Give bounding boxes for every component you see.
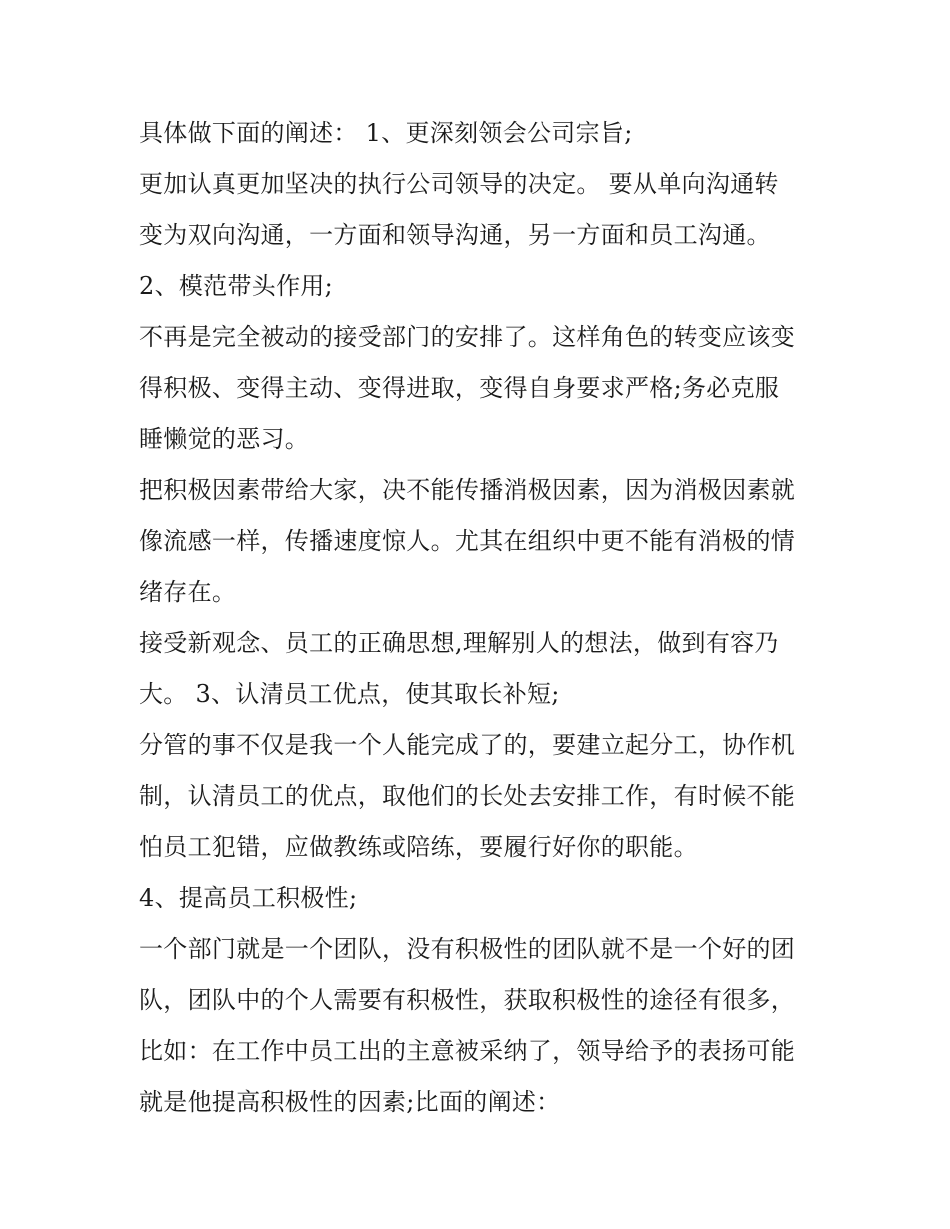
text-line: 更加认真更加坚决的执行公司领导的决定。 要从单向沟通转 <box>139 170 779 198</box>
text-line: 分管的事不仅是我一个人能完成了的，要建立起分工，协作机 <box>139 731 796 759</box>
text-line: 队，团队中的个人需要有积极性，获取积极性的途径有很多， <box>139 986 796 1014</box>
text-line: 具体做下面的阐述： 1、更深刻领会公司宗旨; <box>139 119 633 147</box>
text-line: 就是他提高积极性的因素;比面的阐述： <box>139 1088 561 1116</box>
document-body <box>139 108 829 1128</box>
text-line: 睡懒觉的恶习。 <box>139 425 310 453</box>
text-line: 绪存在。 <box>139 578 237 606</box>
text-line: 怕员工犯错，应做教练或陪练，要履行好你的职能。 <box>139 833 698 861</box>
text-line: 变为双向沟通，一方面和领导沟通，另一方面和员工沟通。 <box>139 221 771 249</box>
text-line: 不再是完全被动的接受部门的安排了。这样角色的转变应该变 <box>139 323 796 351</box>
text-line: 得积极、变得主动、变得进取，变得自身要求严格;务必克服 <box>139 374 780 402</box>
text-line: 像流感一样，传播速度惊人。尤其在组织中更不能有消极的情 <box>139 527 796 555</box>
text-line: 把积极因素带给大家，决不能传播消极因素，因为消极因素就 <box>139 476 796 504</box>
text-line: 比如：在工作中员工出的主意被采纳了，领导给予的表扬可能 <box>139 1037 796 1065</box>
text-line: 接受新观念、员工的正确思想,理解别人的想法，做到有容乃 <box>139 629 779 657</box>
section-heading-4: 4、提高员工积极性; <box>139 884 358 912</box>
text-line: 大。 3、认清员工优点，使其取长补短; <box>139 680 560 708</box>
section-heading-2: 2、模范带头作用; <box>139 272 334 300</box>
text-line: 一个部门就是一个团队，没有积极性的团队就不是一个好的团 <box>139 935 796 963</box>
text-line: 制，认清员工的优点，取他们的长处去安排工作，有时候不能 <box>139 782 796 810</box>
